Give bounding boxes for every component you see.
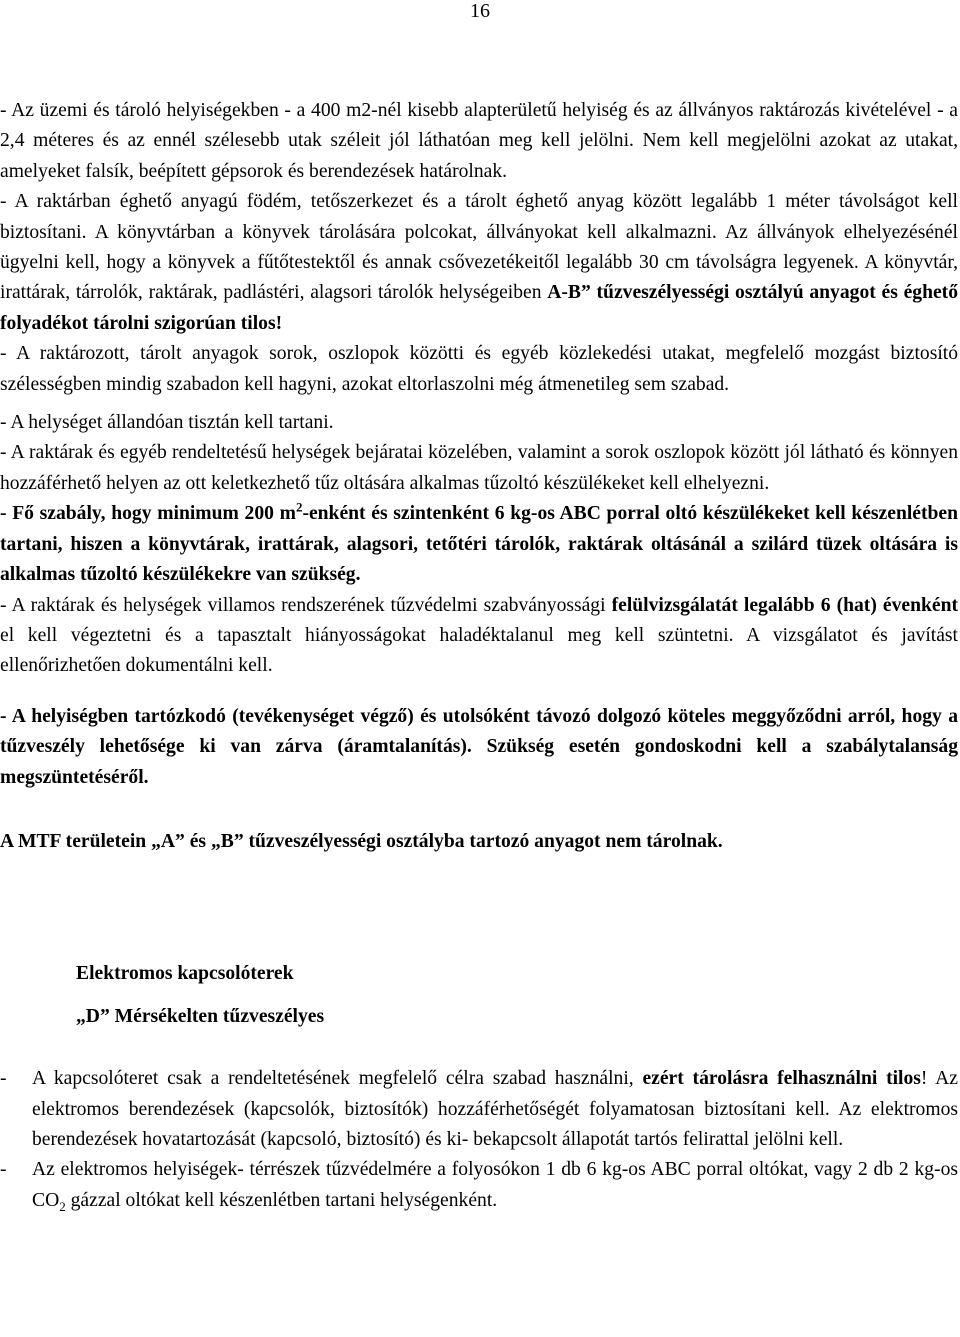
main-rule-text-start: - Fő szabály, hogy minimum 200 m	[0, 503, 296, 525]
section-title: Elektromos kapcsolóterek	[76, 963, 294, 985]
paragraph-last-leaving-worker: - A helyiségben tartózkodó (tevékenységet végző) és utolsóként távozó dolgozó köteles meggyőződni arról, hogy a tűzveszély lehetősége ki van zárva (áramtalanítás). Szükség esetén gondoskodni kell a szabálytalanság megszüntetéséről.	[0, 705, 958, 788]
bullet-item-extinguishers	[0, 1155, 958, 1216]
bullet1-text-end: ! Az elektromos berendezések (kapcsolók, biztosítók) hozzáférhetőségét folyamatosan biztosítani kell. Az elektromos berendezések hovatartozását (kapcsoló, biztosító) és ki- bekapcsolt állapotát tartós felirattal jelölni kell.	[32, 1068, 958, 1150]
bullet-item-switch-room-use	[0, 1064, 958, 1155]
bullet2-text-end: gázzal oltókat kell készenlétben tartani helységenként.	[65, 1189, 498, 1211]
main-rule-text-end: -enként és szintenként 6 kg-os ABC porral oltó készülékeket kell készenlétben tartani, hiszen a könyvtárak, irattárak, alagsori, tetőtéri tárolók, raktárak oltásánál a szilárd tüzek oltására is alkalmas tűzoltó készülékekre van szükség.	[0, 503, 958, 586]
bullet1-text-start: A kapcsolóteret csak a rendeltetésének megfelelő célra szabad használni,	[32, 1068, 643, 1090]
paragraph-cleanliness: - A helységet állandóan tisztán kell tartani.	[0, 412, 334, 434]
storage-prohibition-bold: A-B” tűzveszélyességi osztályú anyagot és éghető folyadékot tárolni szigorúan tilos!	[0, 282, 958, 334]
storage-distance-text: - A raktárban éghető anyagú födém, tetőszerkezet és a tárolt éghető anyag között legalább 1 méter távolságot kell biztosítani. A könyvtárban a könyvek tárolására polcokat, állványokat kell alkalmazni. Az állványok elhelyezésénél ügyelni kell, hogy a könyvek a fűtőtestektől és annak csővezetékeitől legalább 30 cm távolságra legyenek. A könyvtár, irattárak, tárrolók, raktárak, padlástéri, alagsori tárolók helységeiben	[0, 191, 958, 304]
bullet-dash: -	[0, 1068, 7, 1090]
paragraph-extinguisher-placement: - A raktárak és egyéb rendeltetésű helységek bejáratai közelében, valamint a sorok oszlopok között jól látható és könnyen hozzáférhető helyen az ott keletkezhető tűz oltására alkalmas tűzoltó készülékeket kell elhelyezni.	[0, 442, 958, 494]
bullet2-text-start: Az elektromos helyiségek- térrészek tűzvédelmére a folyosókon 1 db 6 kg-os ABC porral oltókat, vagy 2 db 2 kg-os CO	[32, 1159, 958, 1211]
paragraph-traffic-routes: - A raktározott, tárolt anyagok sorok, oszlopok közötti és egyéb közlekedési utakat, megfelelő mozgást biztosító szélességben mindig szabadon kell hagyni, azokat eltorlaszolni még átmenetileg sem szabad.	[0, 343, 958, 395]
bullet-text	[32, 1155, 958, 1216]
document-body	[0, 96, 958, 1216]
paragraph-mtf-statement: A MTF területein „A” és „B” tűzveszélyességi osztályba tartozó anyagot nem tárolnak.	[0, 830, 723, 852]
inspection-text-start: - A raktárak és helységek villamos rendszerének tűzvédelmi szabványossági	[0, 594, 612, 616]
inspection-bold: felülvizsgálatát legalább 6 (hat) évenként	[611, 594, 959, 616]
bullet1-bold: ezért tárolásra felhasználni tilos	[642, 1068, 921, 1090]
bullet2-subscript: 2	[59, 1198, 66, 1214]
paragraph-main-rule	[0, 499, 958, 590]
bullet-text	[32, 1064, 958, 1155]
bullet-dash: -	[0, 1159, 7, 1181]
paragraph-storage-distance	[0, 187, 958, 339]
inspection-text-end: el kell végeztetni és a tapasztalt hiányosságokat haladéktalanul meg kell szüntetni. A vizsgálatot és javítást ellenőrizhetően dokumentálni kell.	[0, 624, 958, 677]
page-number: 16	[470, 0, 490, 22]
main-rule-superscript: 2	[295, 499, 303, 515]
paragraph-electrical-inspection	[0, 591, 958, 682]
paragraph-aisle-marking: - Az üzemi és tároló helyiségekben - a 400 m2-nél kisebb alapterületű helyiség és az állványos raktározás kivételével - a 2,4 méteres és az ennél szélesebb utak széleit jól láthatóan meg kell jelölni. Nem kell megjelölni azokat az utakat, amelyeket falsík, beépített gépsorok és berendezések határolnak.	[0, 100, 958, 182]
section-subtitle: „D” Mérsékelten tűzveszélyes	[76, 1005, 325, 1027]
